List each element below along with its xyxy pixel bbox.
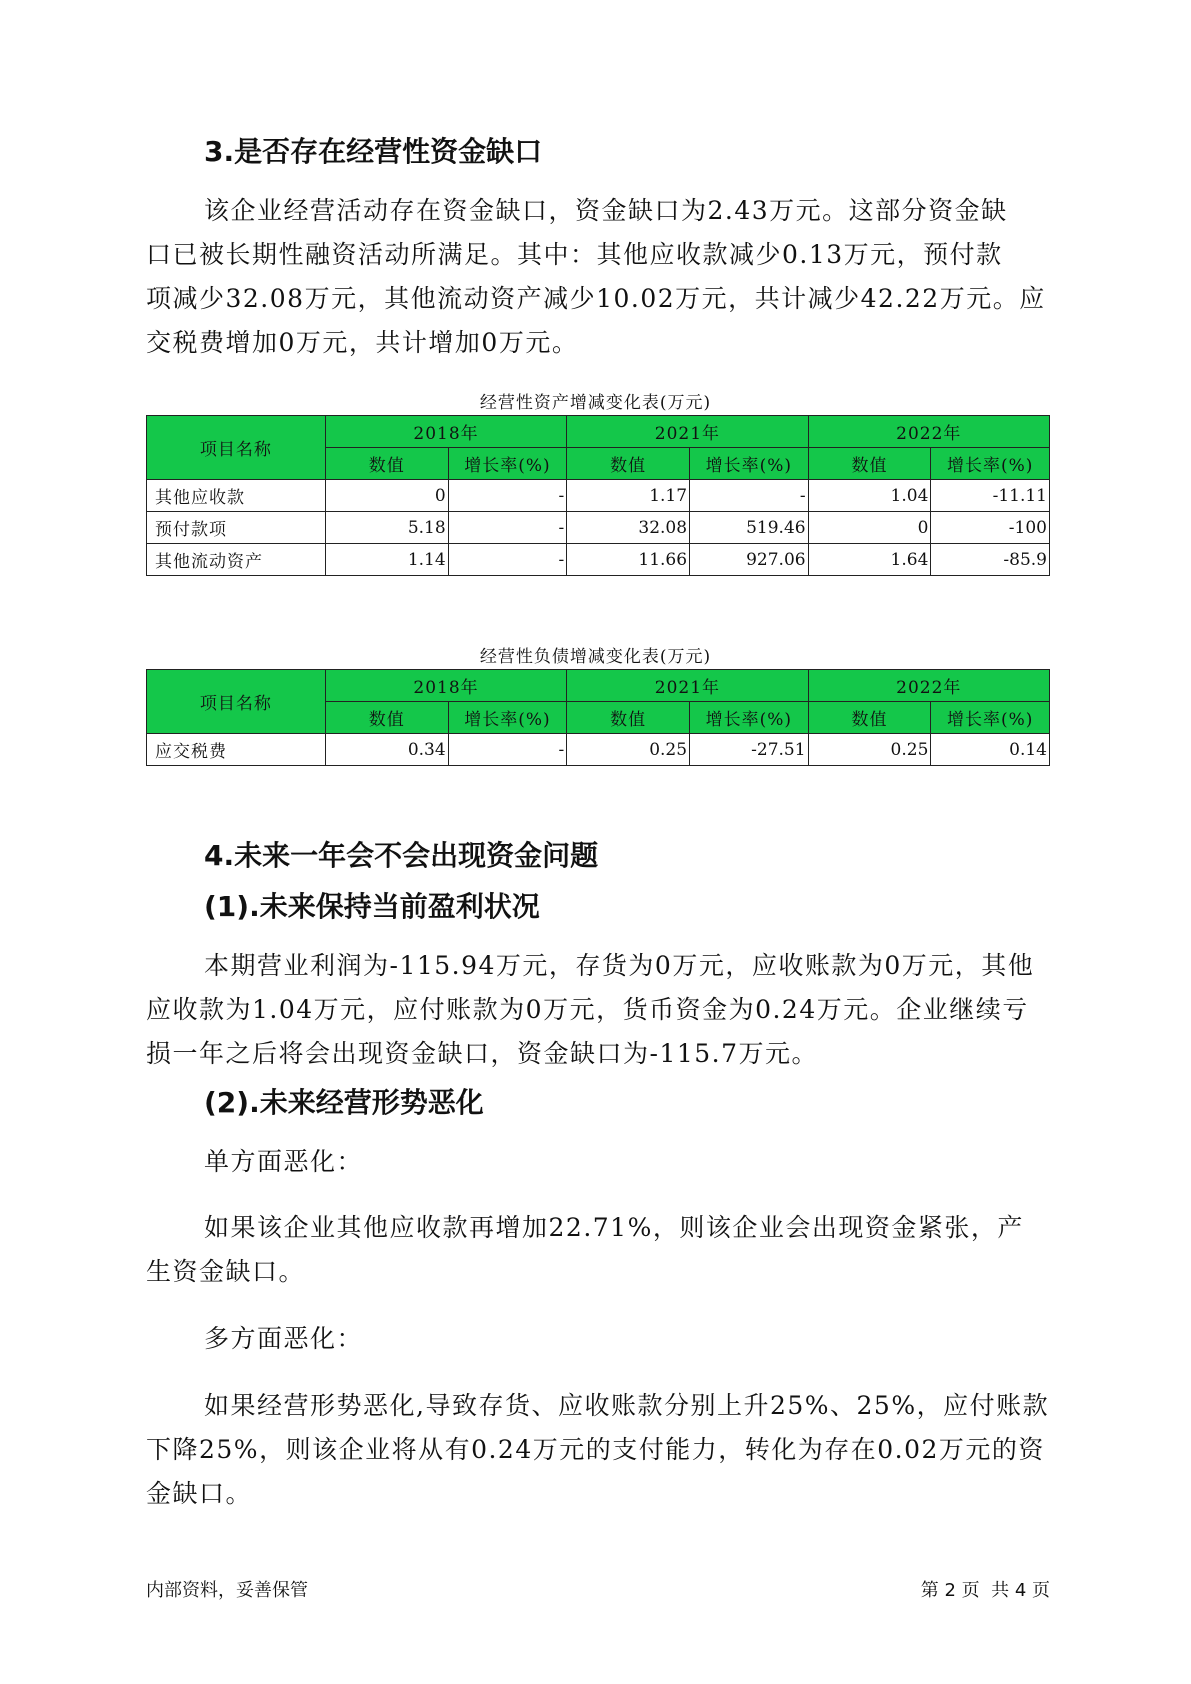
cell: 0 bbox=[325, 480, 448, 512]
subsection-1-heading: (1).未来保持当前盈利状况 bbox=[204, 890, 540, 923]
subheader-rate: 增长率(%) bbox=[690, 702, 809, 734]
cell: - bbox=[448, 480, 567, 512]
cell: 0.34 bbox=[325, 734, 448, 766]
column-header-year: 2018年 bbox=[325, 416, 566, 448]
subheader-rate: 增长率(%) bbox=[690, 448, 809, 480]
subheader-rate: 增长率(%) bbox=[448, 448, 567, 480]
paragraph-line: 如果经营形势恶化,导致存货、应收账款分别上升25%、25%，应付账款 bbox=[204, 1391, 1050, 1420]
row-label: 应交税费 bbox=[147, 734, 326, 766]
section-3-paragraph bbox=[146, 189, 1046, 365]
cell: 1.04 bbox=[808, 480, 931, 512]
cell: 0.14 bbox=[931, 734, 1050, 766]
table-row bbox=[147, 480, 1050, 512]
cell: - bbox=[448, 734, 567, 766]
page-number: 第 2 页 共 4 页 bbox=[920, 1580, 1050, 1601]
table-1-caption: 经营性资产增减变化表(万元) bbox=[479, 393, 712, 413]
cell: -85.9 bbox=[931, 544, 1050, 576]
table-2-caption: 经营性负债增减变化表(万元) bbox=[479, 647, 712, 667]
operating-liabilities-table bbox=[146, 669, 1050, 766]
cell: 5.18 bbox=[325, 512, 448, 544]
paragraph-line: 交税费增加0万元，共计增加0万元。 bbox=[146, 328, 579, 357]
subheader-value: 数值 bbox=[325, 702, 448, 734]
paragraph-line: 应收款为1.04万元，应付账款为0万元，货币资金为0.24万元。企业继续亏 bbox=[146, 995, 1029, 1024]
paragraph-line: 下降25%，则该企业将从有0.24万元的支付能力，转化为存在0.02万元的资 bbox=[146, 1435, 1045, 1464]
subheader-rate: 增长率(%) bbox=[931, 448, 1050, 480]
cell: 0 bbox=[808, 512, 931, 544]
subheader-rate: 增长率(%) bbox=[931, 702, 1050, 734]
row-label: 其他流动资产 bbox=[147, 544, 326, 576]
cell: 0.25 bbox=[567, 734, 690, 766]
paragraph-line: 多方面恶化： bbox=[204, 1324, 364, 1353]
paragraph-line: 金缺口。 bbox=[146, 1479, 253, 1508]
paragraph-line: 损一年之后将会出现资金缺口，资金缺口为-115.7万元。 bbox=[146, 1039, 819, 1068]
cell: - bbox=[448, 512, 567, 544]
subheader-value: 数值 bbox=[567, 702, 690, 734]
table-row bbox=[147, 544, 1050, 576]
column-header-year: 2021年 bbox=[567, 670, 808, 702]
table-row bbox=[147, 734, 1050, 766]
subheader-value: 数值 bbox=[808, 448, 931, 480]
cell: 0.25 bbox=[808, 734, 931, 766]
cell: -27.51 bbox=[690, 734, 809, 766]
operating-assets-table bbox=[146, 415, 1050, 576]
subheader-value: 数值 bbox=[567, 448, 690, 480]
column-header-year: 2021年 bbox=[567, 416, 808, 448]
subsection-1-paragraph bbox=[146, 944, 1046, 1076]
cell: 927.06 bbox=[690, 544, 809, 576]
paragraph-line: 该企业经营活动存在资金缺口，资金缺口为2.43万元。这部分资金缺 bbox=[204, 196, 1008, 225]
cell: 1.64 bbox=[808, 544, 931, 576]
section-4-heading: 4.未来一年会不会出现资金问题 bbox=[204, 839, 599, 872]
section-3-heading: 3.是否存在经营性资金缺口 bbox=[204, 135, 543, 168]
subheader-value: 数值 bbox=[325, 448, 448, 480]
cell: -11.11 bbox=[931, 480, 1050, 512]
cell: 1.14 bbox=[325, 544, 448, 576]
single-aspect-label bbox=[146, 1140, 1046, 1184]
paragraph-line: 生资金缺口。 bbox=[146, 1257, 306, 1286]
cell: 1.17 bbox=[567, 480, 690, 512]
paragraph-line: 本期营业利润为-115.94万元，存货为0万元，应收账款为0万元，其他 bbox=[204, 951, 1035, 980]
multi-aspect-paragraph bbox=[146, 1384, 1050, 1516]
multi-aspect-label bbox=[146, 1317, 1046, 1361]
subheader-rate: 增长率(%) bbox=[448, 702, 567, 734]
subheader-value: 数值 bbox=[808, 702, 931, 734]
cell: - bbox=[448, 544, 567, 576]
single-aspect-paragraph bbox=[146, 1206, 1046, 1294]
column-header-year: 2022年 bbox=[808, 416, 1049, 448]
cell: 11.66 bbox=[567, 544, 690, 576]
cell: 32.08 bbox=[567, 512, 690, 544]
column-header-year: 2022年 bbox=[808, 670, 1049, 702]
paragraph-line: 单方面恶化： bbox=[204, 1147, 364, 1176]
cell: -100 bbox=[931, 512, 1050, 544]
column-header-item: 项目名称 bbox=[147, 670, 326, 734]
subsection-2-heading: (2).未来经营形势恶化 bbox=[204, 1086, 484, 1119]
cell: 519.46 bbox=[690, 512, 809, 544]
cell: - bbox=[690, 480, 809, 512]
table-row bbox=[147, 512, 1050, 544]
footer-confidential-note: 内部资料，妥善保管 bbox=[146, 1580, 308, 1601]
column-header-year: 2018年 bbox=[325, 670, 566, 702]
column-header-item: 项目名称 bbox=[147, 416, 326, 480]
row-label: 其他应收款 bbox=[147, 480, 326, 512]
row-label: 预付款项 bbox=[147, 512, 326, 544]
paragraph-line: 如果该企业其他应收款再增加22.71%，则该企业会出现资金紧张，产 bbox=[204, 1213, 1024, 1242]
paragraph-line: 项减少32.08万元，其他流动资产减少10.02万元，共计减少42.22万元。应 bbox=[146, 284, 1046, 313]
paragraph-line: 口已被长期性融资活动所满足。其中：其他应收款减少0.13万元，预付款 bbox=[146, 240, 1003, 269]
